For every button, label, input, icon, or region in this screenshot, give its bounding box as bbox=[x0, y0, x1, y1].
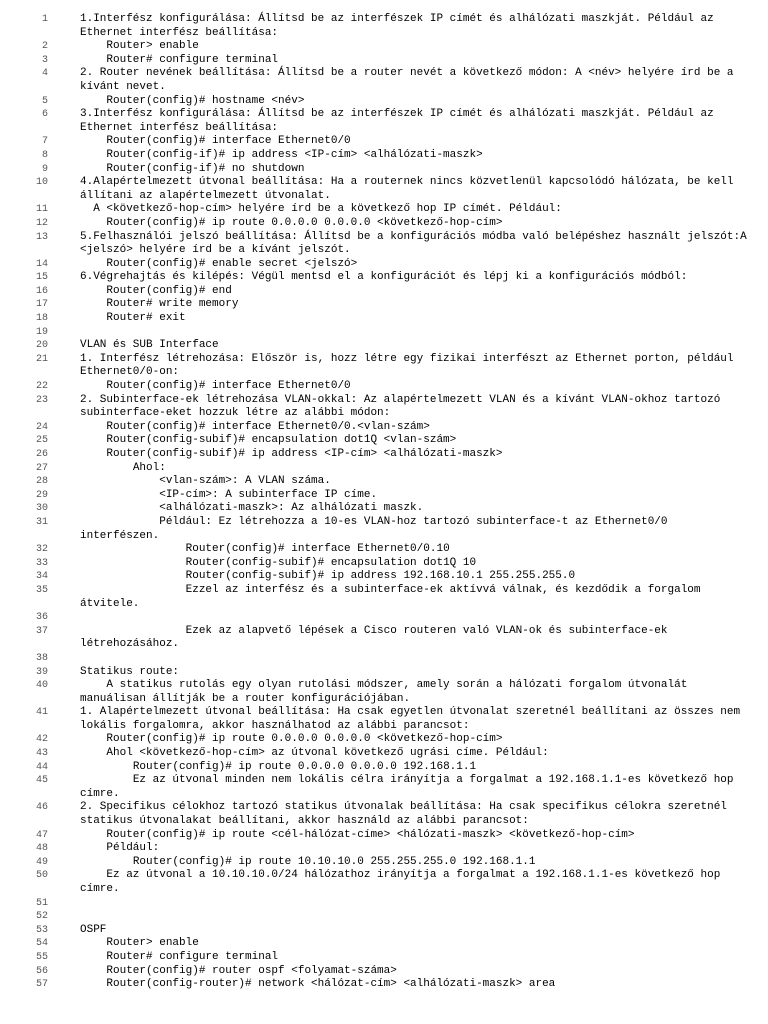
line-text: Router(config-if)# no shutdown bbox=[80, 162, 305, 175]
document-line bbox=[0, 761, 768, 775]
line-number: 18 bbox=[35, 313, 48, 325]
line-number: 47 bbox=[35, 829, 48, 841]
line-text: Ahol: bbox=[80, 461, 166, 474]
line-number: 25 bbox=[35, 435, 48, 447]
line-text: Ezek az alapvető lépések a Cisco routeren való VLAN-ok és subinterface-ek létrehozásához. bbox=[80, 624, 675, 651]
line-text: Router(config)# ip route 0.0.0.0 0.0.0.0 192.168.1.1 bbox=[80, 760, 477, 773]
line-text: Ez az útvonal minden nem lokális célra irányítja a forgalmat a 192.168.1.1-es következő hop címre. bbox=[80, 774, 741, 800]
line-text: Router(config)# interface Ethernet0/0 bbox=[80, 135, 351, 148]
document-line bbox=[0, 135, 768, 149]
line-text: Router# write memory bbox=[80, 298, 239, 311]
line-number: 34 bbox=[35, 571, 48, 583]
line-number: 52 bbox=[35, 911, 48, 923]
line-number: 27 bbox=[35, 462, 48, 474]
document-line bbox=[0, 67, 768, 94]
line-number: 37 bbox=[35, 625, 48, 637]
line-number: 50 bbox=[35, 870, 48, 882]
document-line bbox=[0, 910, 768, 924]
line-number: 29 bbox=[35, 489, 48, 501]
line-text: OSPF bbox=[80, 923, 107, 936]
line-text: Router(config)# end bbox=[80, 284, 232, 297]
line-text: Router> enable bbox=[80, 937, 199, 950]
document-line bbox=[0, 285, 768, 299]
line-number: 57 bbox=[35, 979, 48, 991]
line-number: 33 bbox=[35, 557, 48, 569]
line-text: A statikus rutolás egy olyan rutolási módszer, amely során a hálózati forgalom útvonalát manuálisan állítják be a router konfigurációjában. bbox=[80, 679, 694, 705]
document-line bbox=[0, 108, 768, 135]
document-line bbox=[0, 434, 768, 448]
document-line bbox=[0, 557, 768, 571]
document-line bbox=[0, 897, 768, 911]
document-line bbox=[0, 258, 768, 272]
document-line bbox=[0, 706, 768, 733]
document-line bbox=[0, 516, 768, 543]
line-number: 56 bbox=[35, 965, 48, 977]
document-line bbox=[0, 203, 768, 217]
line-number: 41 bbox=[35, 707, 48, 719]
line-text: <alhálózati-maszk>: Az alhálózati maszk. bbox=[80, 502, 424, 515]
line-number: 43 bbox=[35, 748, 48, 760]
line-number: 1 bbox=[41, 14, 48, 25]
line-text: Router(config-subif)# encapsulation dot1Q <vlan-szám> bbox=[80, 434, 457, 447]
document-line bbox=[0, 421, 768, 435]
document-line bbox=[0, 924, 768, 938]
line-number: 10 bbox=[35, 177, 48, 189]
line-number: 21 bbox=[35, 353, 48, 365]
document-line bbox=[0, 271, 768, 285]
line-text: Router(config)# interface Ethernet0/0.<vlan-szám> bbox=[80, 420, 430, 433]
document-line bbox=[0, 625, 768, 652]
document-line bbox=[0, 869, 768, 896]
line-number: 2 bbox=[41, 41, 48, 53]
document-line bbox=[0, 326, 768, 340]
line-number: 40 bbox=[35, 680, 48, 692]
document-line bbox=[0, 774, 768, 801]
document-line bbox=[0, 584, 768, 611]
line-text: Router(config)# ip route 0.0.0.0 0.0.0.0 <következő-hop-cím> bbox=[80, 216, 503, 229]
document-line bbox=[0, 666, 768, 680]
document-line bbox=[0, 951, 768, 965]
document-line bbox=[0, 298, 768, 312]
line-number: 31 bbox=[35, 516, 48, 528]
document-line bbox=[0, 13, 768, 40]
document-line bbox=[0, 842, 768, 856]
line-number: 16 bbox=[35, 285, 48, 297]
line-text: Router(config-subif)# encapsulation dot1Q 10 bbox=[80, 556, 477, 569]
line-number: 49 bbox=[35, 856, 48, 868]
document-line bbox=[0, 176, 768, 203]
line-text: A <következő-hop-cím> helyére írd be a következő hop IP címét. Például: bbox=[80, 203, 562, 216]
line-text: VLAN és SUB Interface bbox=[80, 339, 219, 352]
document-line bbox=[0, 163, 768, 177]
line-text: Router(config)# interface Ethernet0/0.10 bbox=[80, 543, 450, 556]
line-number: 24 bbox=[35, 421, 48, 433]
line-text: 6.Végrehajtás és kilépés: Végül mentsd el a konfigurációt és lépj ki a konfigurációs módból: bbox=[80, 271, 688, 284]
document-line bbox=[0, 652, 768, 666]
line-number: 7 bbox=[41, 136, 48, 148]
document-line bbox=[0, 448, 768, 462]
line-text: Router(config)# ip route 10.10.10.0 255.255.255.0 192.168.1.1 bbox=[80, 855, 536, 868]
document-line bbox=[0, 679, 768, 706]
line-text: 4.Alapértelmezett útvonal beállítása: Ha a routernek nincs közvetlenül kapcsolódó hálózata, be kell állítani az alapértelmezett útvonalat. bbox=[80, 176, 741, 202]
line-number: 51 bbox=[35, 897, 48, 909]
line-number: 38 bbox=[35, 652, 48, 664]
line-text: Router(config)# ip route 0.0.0.0 0.0.0.0 <következő-hop-cím> bbox=[80, 733, 503, 746]
line-number: 20 bbox=[35, 340, 48, 352]
line-number: 12 bbox=[35, 217, 48, 229]
line-text: 1.Interfész konfigurálása: Állítsd be az interfészek IP címét és alhálózati maszkját. Például az Ethernet interfész beállítása: bbox=[80, 13, 721, 39]
document-line bbox=[0, 54, 768, 68]
line-number: 45 bbox=[35, 775, 48, 787]
line-number: 15 bbox=[35, 272, 48, 284]
document-line bbox=[0, 339, 768, 353]
line-number: 13 bbox=[35, 231, 48, 243]
line-text: Router(config)# hostname <név> bbox=[80, 94, 305, 107]
line-text: Router# configure terminal bbox=[80, 950, 279, 963]
line-text: Ezzel az interfész és a subinterface-ek aktívvá válnak, és kezdődik a forgalom átvitele. bbox=[80, 583, 708, 610]
line-text: Router(config-subif)# ip address <IP-cím> <alhálózati-maszk> bbox=[80, 448, 503, 460]
line-number: 11 bbox=[35, 204, 48, 216]
line-number: 44 bbox=[35, 761, 48, 773]
line-text: Router(config)# router ospf <folyamat-száma> bbox=[80, 964, 397, 977]
line-number: 6 bbox=[41, 109, 48, 121]
line-number: 42 bbox=[35, 734, 48, 746]
line-number: 3 bbox=[41, 54, 48, 66]
line-number: 26 bbox=[35, 449, 48, 460]
document-line bbox=[0, 312, 768, 326]
line-text: Ez az útvonal a 10.10.10.0/24 hálózathoz irányítja a forgalmat a 192.168.1.1-es következő hop címre. bbox=[80, 869, 727, 895]
document-line bbox=[0, 489, 768, 503]
line-text: <IP-cím>: A subinterface IP címe. bbox=[80, 488, 378, 501]
document-line bbox=[0, 611, 768, 625]
line-number: 53 bbox=[35, 924, 48, 936]
line-number: 54 bbox=[35, 938, 48, 950]
line-text: 2. Subinterface-ek létrehozása VLAN-okkal: Az alapértelmezett VLAN és a kívánt VLAN-okhoz tartozó subinterface-eket hozzuk létre az alábbi módon: bbox=[80, 393, 727, 420]
line-text: 3.Interfész konfigurálása: Állítsd be az interfészek IP címét és alhálózati maszkját. Például az Ethernet interfész beállítása: bbox=[80, 108, 721, 134]
document-line bbox=[0, 570, 768, 584]
line-number: 19 bbox=[35, 326, 48, 338]
line-number: 17 bbox=[35, 299, 48, 311]
document-line bbox=[0, 149, 768, 163]
document-line bbox=[0, 733, 768, 747]
line-number: 4 bbox=[41, 68, 48, 80]
line-text: 1. Interfész létrehozása: Először is, hozz létre egy fizikai interfészt az Ethernet porton, például Ethernet0/0-on: bbox=[80, 352, 741, 379]
line-text: 2. Specifikus célokhoz tartozó statikus útvonalak beállítása: Ha csak specifikus célokra szeretnél statikus útvonalakat beállítani, akkor használd az alábbi parancsot: bbox=[80, 801, 734, 828]
line-text: Például: bbox=[80, 842, 160, 855]
line-number: 22 bbox=[35, 381, 48, 393]
line-text: 5.Felhasználói jelszó beállítása: Állítsd be a konfigurációs módba való belépéshez használt jelszót:A <jelszó> helyére írd be a kívánt jelszót. bbox=[80, 230, 754, 257]
line-number: 55 bbox=[35, 951, 48, 963]
line-number: 14 bbox=[35, 258, 48, 270]
line-text: Router(config)# enable secret <jelszó> bbox=[80, 257, 358, 270]
line-text: Router> enable bbox=[80, 40, 199, 53]
document-line bbox=[0, 829, 768, 843]
document-line bbox=[0, 543, 768, 557]
document-line bbox=[0, 937, 768, 951]
line-number: 8 bbox=[41, 149, 48, 161]
line-text: Router(config-subif)# ip address 192.168.10.1 255.255.255.0 bbox=[80, 570, 576, 583]
document-line bbox=[0, 475, 768, 489]
line-number: 36 bbox=[35, 612, 48, 624]
document-line bbox=[0, 217, 768, 231]
line-text: Router(config)# ip route <cél-hálózat-címe> <hálózati-maszk> <következő-hop-cím> bbox=[80, 828, 635, 841]
line-text: Router(config-router)# network <hálózat-cím> <alhálózati-maszk> area bbox=[80, 978, 556, 991]
document-line bbox=[0, 801, 768, 828]
document-line bbox=[0, 394, 768, 421]
document-line bbox=[0, 380, 768, 394]
document-line bbox=[0, 462, 768, 476]
line-text: Router(config-if)# ip address <IP-cím> <alhálózati-maszk> bbox=[80, 148, 483, 161]
line-text: 1. Alapértelmezett útvonal beállítása: Ha csak egyetlen útvonalat szeretnél beállítani az összes nem lokális forgalomra, akkor használhatod az alábbi parancsot: bbox=[80, 706, 747, 732]
document-line bbox=[0, 231, 768, 258]
line-number: 39 bbox=[35, 666, 48, 678]
line-text: Router(config)# interface Ethernet0/0 bbox=[80, 380, 351, 393]
line-text: 2. Router nevének beállítása: Állítsd be a router nevét a következő módon: A <név> helyére írd be a kívánt nevet. bbox=[80, 67, 741, 93]
line-text: <vlan-szám>: A VLAN száma. bbox=[80, 475, 331, 488]
line-text: Statikus route: bbox=[80, 665, 180, 678]
document-line bbox=[0, 965, 768, 979]
line-number: 9 bbox=[41, 163, 48, 175]
line-number: 46 bbox=[35, 802, 48, 814]
line-number: 48 bbox=[35, 843, 48, 855]
line-text: Például: Ez létrehozza a 10-es VLAN-hoz tartozó subinterface-t az Ethernet0/0 interfészen. bbox=[80, 515, 675, 542]
document-line bbox=[0, 747, 768, 761]
line-text: Ahol <következő-hop-cím> az útvonal következő ugrási címe. Például: bbox=[80, 747, 549, 760]
line-text: Router# exit bbox=[80, 312, 186, 325]
line-number: 32 bbox=[35, 544, 48, 556]
document-line bbox=[0, 856, 768, 870]
document-line bbox=[0, 978, 768, 992]
line-text: Router# configure terminal bbox=[80, 53, 279, 66]
document-line bbox=[0, 40, 768, 54]
line-number: 5 bbox=[41, 95, 48, 107]
document-line bbox=[0, 95, 768, 109]
line-number: 30 bbox=[35, 503, 48, 515]
line-number: 23 bbox=[35, 394, 48, 406]
document-line bbox=[0, 353, 768, 380]
document-line bbox=[0, 502, 768, 516]
line-number: 35 bbox=[35, 584, 48, 596]
line-number: 28 bbox=[35, 476, 48, 488]
